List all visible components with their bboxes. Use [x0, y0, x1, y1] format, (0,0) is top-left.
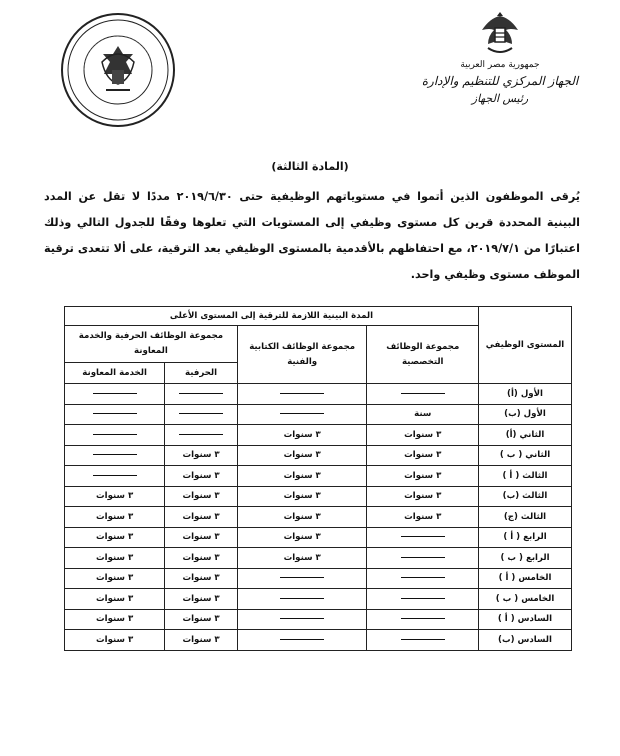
level-cell: الأول (ب)	[479, 404, 572, 425]
duration-cell: ٣ سنوات	[65, 486, 165, 507]
level-cell: الثاني ( ب )	[479, 445, 572, 466]
empty-cell	[165, 404, 238, 425]
empty-cell	[65, 384, 165, 405]
level-cell: الثالث (ج)	[479, 507, 572, 528]
duration-cell: ٣ سنوات	[367, 445, 479, 466]
eagle-emblem-icon	[480, 10, 520, 56]
level-cell: الخامس ( أ )	[479, 568, 572, 589]
empty-cell	[237, 609, 367, 630]
duration-cell: ٣ سنوات	[165, 589, 238, 610]
table-row	[65, 466, 572, 487]
dash-mark	[401, 557, 445, 558]
duration-cell: ٣ سنوات	[165, 630, 238, 651]
table-row	[65, 527, 572, 548]
empty-cell	[65, 425, 165, 446]
duration-cell: ٣ سنوات	[367, 466, 479, 487]
table-row	[65, 568, 572, 589]
header-service: الخدمة المعاونة	[65, 363, 165, 384]
dash-mark	[280, 618, 324, 619]
table-row	[65, 384, 572, 405]
dash-mark	[401, 536, 445, 537]
duration-cell: ٣ سنوات	[237, 548, 367, 569]
dash-mark	[93, 393, 137, 394]
level-cell: الأول (أ)	[479, 384, 572, 405]
dash-mark	[401, 577, 445, 578]
dash-mark	[280, 413, 324, 414]
masthead	[420, 10, 580, 105]
dash-mark	[179, 393, 223, 394]
table-row	[65, 425, 572, 446]
logo-line-head: رئيس الجهاز	[471, 92, 529, 105]
duration-cell: ٣ سنوات	[65, 568, 165, 589]
dash-mark	[401, 618, 445, 619]
seal-icon	[58, 10, 178, 130]
empty-cell	[367, 609, 479, 630]
level-cell: الرابع ( أ )	[479, 527, 572, 548]
duration-cell: ٣ سنوات	[165, 548, 238, 569]
empty-cell	[165, 384, 238, 405]
header-specialized: مجموعة الوظائف التخصصية	[367, 326, 479, 384]
empty-cell	[367, 630, 479, 651]
duration-cell: ٣ سنوات	[65, 609, 165, 630]
duration-cell: ٣ سنوات	[165, 466, 238, 487]
duration-cell: ٣ سنوات	[237, 425, 367, 446]
level-cell: الثاني (أ)	[479, 425, 572, 446]
dash-mark	[179, 434, 223, 435]
duration-cell: ٣ سنوات	[237, 486, 367, 507]
empty-cell	[65, 466, 165, 487]
duration-cell: ٣ سنوات	[65, 507, 165, 528]
dash-mark	[93, 454, 137, 455]
duration-cell: ٣ سنوات	[165, 486, 238, 507]
logo-line-agency: الجهاز المركزي للتنظيم والإدارة	[421, 74, 579, 88]
table-row	[65, 548, 572, 569]
duration-cell: ٣ سنوات	[65, 527, 165, 548]
duration-cell: ٣ سنوات	[237, 527, 367, 548]
duration-cell: ٣ سنوات	[165, 507, 238, 528]
duration-cell: ٣ سنوات	[165, 568, 238, 589]
table-row	[65, 404, 572, 425]
header-level: المستوى الوظيفي	[479, 307, 572, 384]
dash-mark	[280, 639, 324, 640]
empty-cell	[367, 548, 479, 569]
dash-mark	[401, 598, 445, 599]
empty-cell	[237, 589, 367, 610]
table-row	[65, 589, 572, 610]
dash-mark	[280, 393, 324, 394]
promotion-table	[64, 306, 572, 651]
empty-cell	[367, 527, 479, 548]
duration-cell: ٣ سنوات	[367, 425, 479, 446]
duration-cell: ٣ سنوات	[165, 445, 238, 466]
level-cell: الرابع ( ب )	[479, 548, 572, 569]
level-cell: الخامس ( ب )	[479, 589, 572, 610]
official-seal	[58, 10, 178, 130]
empty-cell	[237, 568, 367, 589]
level-cell: السادس (ب)	[479, 630, 572, 651]
duration-cell: ٣ سنوات	[165, 609, 238, 630]
header-craft: الحرفية	[165, 363, 238, 384]
duration-cell: ٣ سنوات	[65, 548, 165, 569]
duration-cell: ٣ سنوات	[367, 507, 479, 528]
level-cell: الثالث (ب)	[479, 486, 572, 507]
header-craft-group: مجموعة الوظائف الحرفية والخدمة المعاونة	[65, 326, 238, 363]
table-row	[65, 609, 572, 630]
duration-cell: سنة	[367, 404, 479, 425]
dash-mark	[280, 577, 324, 578]
level-cell: السادس ( أ )	[479, 609, 572, 630]
dash-mark	[401, 639, 445, 640]
duration-cell: ٣ سنوات	[65, 630, 165, 651]
dash-mark	[93, 413, 137, 414]
table-row	[65, 486, 572, 507]
duration-cell: ٣ سنوات	[65, 589, 165, 610]
duration-cell: ٣ سنوات	[237, 466, 367, 487]
empty-cell	[237, 630, 367, 651]
dash-mark	[179, 413, 223, 414]
article-title: (المادة الثالثة)	[271, 160, 349, 173]
duration-cell: ٣ سنوات	[237, 445, 367, 466]
level-cell: الثالث ( أ )	[479, 466, 572, 487]
empty-cell	[367, 568, 479, 589]
duration-cell: ٣ سنوات	[165, 527, 238, 548]
article-paragraph: يُرقى الموظفون الذين أتموا في مستوياتهم الوظيفية حتى ٢٠١٩/٦/٣٠ مددًا لا تقل عن المدد البينية المحددة قرين كل مستوى وظيفي إلى المستويات التي تعلوها وفقًا للجدول التالي وذلك اعتبارًا من ٢٠١٩/٧/١، مع احتفاظهم بالأقدمية بالمستوى الوظيفي بعد الترقية، على ألا تتعدى ترقية الموظف مستوى وظيفي واحد.	[44, 190, 581, 281]
empty-cell	[65, 445, 165, 466]
table-row	[65, 630, 572, 651]
duration-cell: ٣ سنوات	[367, 486, 479, 507]
dash-mark	[401, 393, 445, 394]
empty-cell	[367, 384, 479, 405]
empty-cell	[237, 384, 367, 405]
empty-cell	[367, 589, 479, 610]
table-row	[65, 507, 572, 528]
empty-cell	[165, 425, 238, 446]
dash-mark	[93, 434, 137, 435]
header-duration: المدة البينية اللازمة للترقية إلى المستوى الأعلى	[65, 307, 479, 326]
logo-line-country: جمهورية مصر العربية	[460, 60, 540, 70]
empty-cell	[237, 404, 367, 425]
dash-mark	[280, 598, 324, 599]
empty-cell	[65, 404, 165, 425]
dash-mark	[93, 475, 137, 476]
table-row	[65, 445, 572, 466]
duration-cell: ٣ سنوات	[237, 507, 367, 528]
header-clerical: مجموعة الوظائف الكتابية والفنية	[237, 326, 367, 384]
